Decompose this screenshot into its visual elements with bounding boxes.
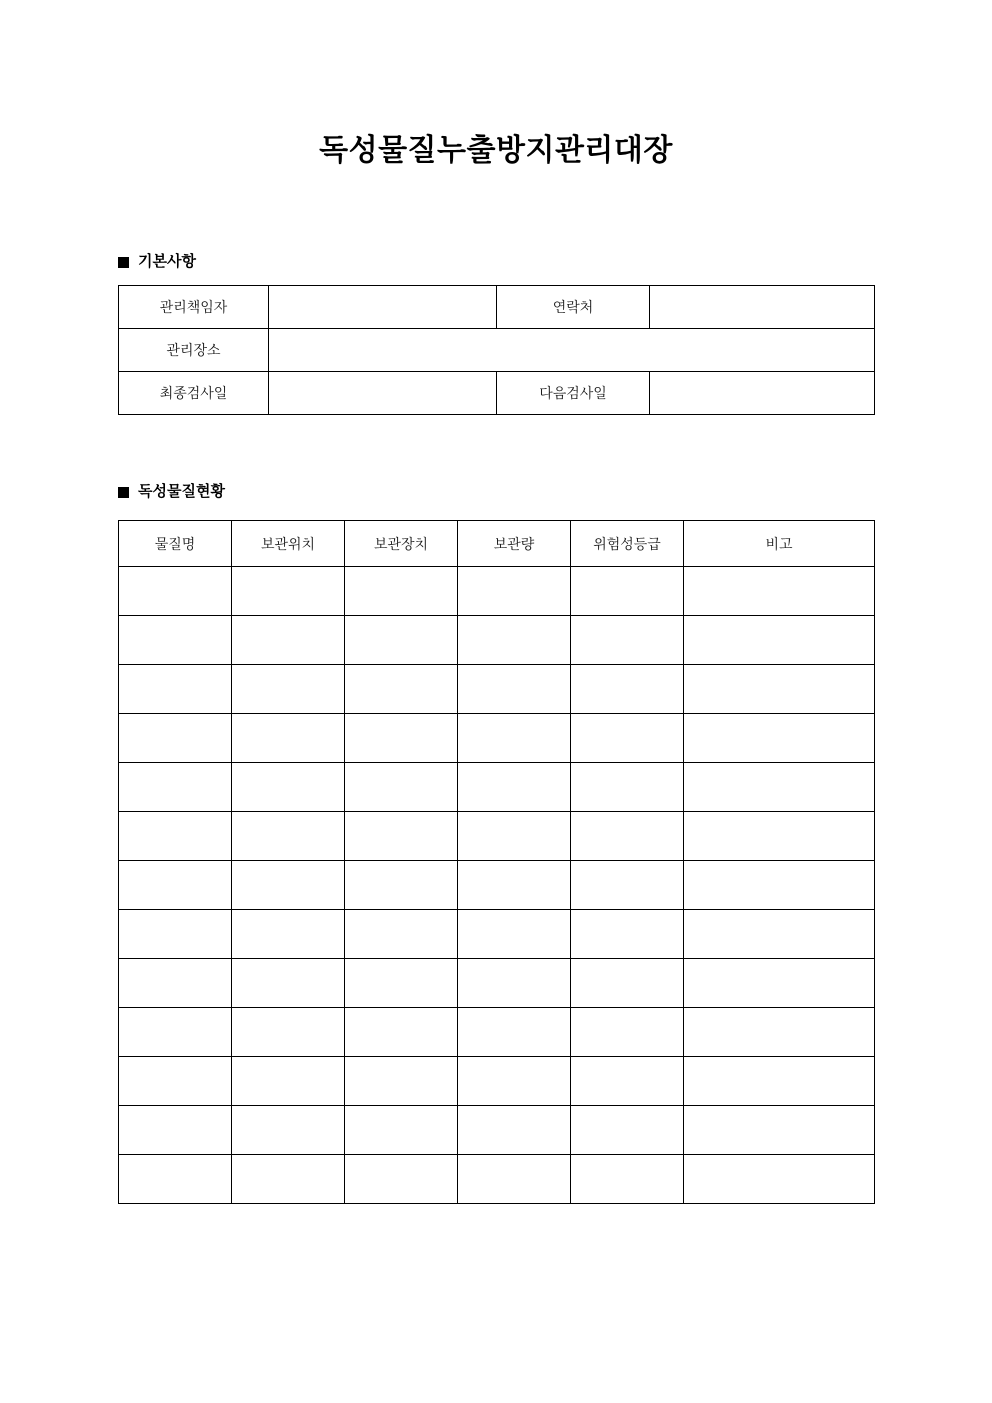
cell-substance-name[interactable] xyxy=(119,714,232,763)
cell-storage-location[interactable] xyxy=(232,1057,345,1106)
cell-storage-device[interactable] xyxy=(345,861,458,910)
section-heading-basic-label: 기본사항 xyxy=(138,253,196,270)
cell-storage-amount[interactable] xyxy=(458,1106,571,1155)
table-row xyxy=(119,1008,875,1057)
cell-storage-location[interactable] xyxy=(232,714,345,763)
cell-storage-amount[interactable] xyxy=(458,1008,571,1057)
cell-storage-location[interactable] xyxy=(232,763,345,812)
cell-storage-amount[interactable] xyxy=(458,763,571,812)
cell-storage-amount[interactable] xyxy=(458,665,571,714)
cell-hazard-grade[interactable] xyxy=(571,861,684,910)
cell-storage-device[interactable] xyxy=(345,812,458,861)
cell-hazard-grade[interactable] xyxy=(571,910,684,959)
cell-remarks[interactable] xyxy=(684,616,875,665)
table-row xyxy=(119,861,875,910)
cell-storage-amount[interactable] xyxy=(458,1057,571,1106)
cell-remarks[interactable] xyxy=(684,910,875,959)
cell-storage-amount[interactable] xyxy=(458,616,571,665)
cell-hazard-grade[interactable] xyxy=(571,1057,684,1106)
column-header-storage-amount: 보관량 xyxy=(458,521,571,567)
table-row xyxy=(119,329,875,372)
label-next-inspection-date: 다음검사일 xyxy=(497,372,650,415)
cell-remarks[interactable] xyxy=(684,861,875,910)
table-row xyxy=(119,372,875,415)
cell-storage-device[interactable] xyxy=(345,959,458,1008)
section-heading-basic xyxy=(118,252,196,272)
value-manager[interactable] xyxy=(269,286,497,329)
cell-hazard-grade[interactable] xyxy=(571,714,684,763)
toxic-table-header xyxy=(119,521,875,567)
cell-storage-device[interactable] xyxy=(345,665,458,714)
cell-hazard-grade[interactable] xyxy=(571,763,684,812)
cell-substance-name[interactable] xyxy=(119,910,232,959)
cell-substance-name[interactable] xyxy=(119,861,232,910)
table-row xyxy=(119,959,875,1008)
cell-storage-amount[interactable] xyxy=(458,910,571,959)
cell-storage-location[interactable] xyxy=(232,567,345,616)
cell-storage-amount[interactable] xyxy=(458,812,571,861)
cell-remarks[interactable] xyxy=(684,1106,875,1155)
label-contact: 연락처 xyxy=(497,286,650,329)
cell-storage-location[interactable] xyxy=(232,1106,345,1155)
cell-storage-device[interactable] xyxy=(345,1155,458,1204)
cell-storage-location[interactable] xyxy=(232,1155,345,1204)
cell-substance-name[interactable] xyxy=(119,1155,232,1204)
cell-hazard-grade[interactable] xyxy=(571,1106,684,1155)
table-row xyxy=(119,616,875,665)
cell-storage-location[interactable] xyxy=(232,861,345,910)
cell-remarks[interactable] xyxy=(684,1008,875,1057)
cell-remarks[interactable] xyxy=(684,1057,875,1106)
value-last-inspection-date[interactable] xyxy=(269,372,497,415)
cell-storage-device[interactable] xyxy=(345,616,458,665)
cell-hazard-grade[interactable] xyxy=(571,1155,684,1204)
cell-hazard-grade[interactable] xyxy=(571,616,684,665)
table-row xyxy=(119,1057,875,1106)
cell-substance-name[interactable] xyxy=(119,763,232,812)
cell-remarks[interactable] xyxy=(684,567,875,616)
cell-storage-amount[interactable] xyxy=(458,714,571,763)
cell-remarks[interactable] xyxy=(684,812,875,861)
cell-storage-device[interactable] xyxy=(345,1106,458,1155)
cell-hazard-grade[interactable] xyxy=(571,812,684,861)
table-row xyxy=(119,812,875,861)
cell-hazard-grade[interactable] xyxy=(571,959,684,1008)
label-manager: 관리책임자 xyxy=(119,286,269,329)
column-header-storage-device: 보관장치 xyxy=(345,521,458,567)
cell-substance-name[interactable] xyxy=(119,959,232,1008)
table-row xyxy=(119,910,875,959)
cell-storage-location[interactable] xyxy=(232,812,345,861)
column-header-substance-name: 물질명 xyxy=(119,521,232,567)
section-heading-toxic xyxy=(118,482,225,502)
cell-hazard-grade[interactable] xyxy=(571,1008,684,1057)
filled-square-bullet-icon xyxy=(118,487,129,498)
cell-substance-name[interactable] xyxy=(119,665,232,714)
page-title: 독성물질누출방지관리대장 xyxy=(319,134,673,167)
cell-storage-location[interactable] xyxy=(232,910,345,959)
cell-storage-device[interactable] xyxy=(345,763,458,812)
table-row xyxy=(119,714,875,763)
cell-substance-name[interactable] xyxy=(119,1057,232,1106)
cell-storage-location[interactable] xyxy=(232,1008,345,1057)
cell-substance-name[interactable] xyxy=(119,1106,232,1155)
table-row xyxy=(119,1106,875,1155)
cell-storage-location[interactable] xyxy=(232,959,345,1008)
cell-substance-name[interactable] xyxy=(119,616,232,665)
cell-substance-name[interactable] xyxy=(119,812,232,861)
cell-storage-amount[interactable] xyxy=(458,861,571,910)
table-row xyxy=(119,763,875,812)
cell-storage-amount[interactable] xyxy=(458,1155,571,1204)
toxic-table-body xyxy=(119,567,875,1204)
column-header-hazard-grade: 위험성등급 xyxy=(571,521,684,567)
cell-hazard-grade[interactable] xyxy=(571,567,684,616)
cell-remarks[interactable] xyxy=(684,959,875,1008)
toxic-substance-table xyxy=(118,520,875,1204)
cell-storage-device[interactable] xyxy=(345,714,458,763)
table-header-row xyxy=(119,521,875,567)
column-header-storage-location: 보관위치 xyxy=(232,521,345,567)
cell-storage-amount[interactable] xyxy=(458,959,571,1008)
cell-storage-location[interactable] xyxy=(232,616,345,665)
cell-remarks[interactable] xyxy=(684,714,875,763)
cell-storage-device[interactable] xyxy=(345,1057,458,1106)
filled-square-bullet-icon xyxy=(118,257,129,268)
value-next-inspection-date[interactable] xyxy=(650,372,875,415)
value-location[interactable] xyxy=(269,329,875,372)
table-row xyxy=(119,286,875,329)
cell-storage-amount[interactable] xyxy=(458,567,571,616)
cell-remarks[interactable] xyxy=(684,1155,875,1204)
label-location: 관리장소 xyxy=(119,329,269,372)
table-row xyxy=(119,567,875,616)
cell-substance-name[interactable] xyxy=(119,567,232,616)
basic-info-table xyxy=(118,285,875,415)
cell-substance-name[interactable] xyxy=(119,1008,232,1057)
cell-storage-device[interactable] xyxy=(345,910,458,959)
cell-hazard-grade[interactable] xyxy=(571,665,684,714)
cell-storage-device[interactable] xyxy=(345,1008,458,1057)
table-row xyxy=(119,665,875,714)
label-last-inspection-date: 최종검사일 xyxy=(119,372,269,415)
column-header-remarks: 비고 xyxy=(684,521,875,567)
cell-storage-location[interactable] xyxy=(232,665,345,714)
value-contact[interactable] xyxy=(650,286,875,329)
cell-storage-device[interactable] xyxy=(345,567,458,616)
table-row xyxy=(119,1155,875,1204)
cell-remarks[interactable] xyxy=(684,665,875,714)
section-heading-toxic-label: 독성물질현황 xyxy=(138,483,225,500)
cell-remarks[interactable] xyxy=(684,763,875,812)
